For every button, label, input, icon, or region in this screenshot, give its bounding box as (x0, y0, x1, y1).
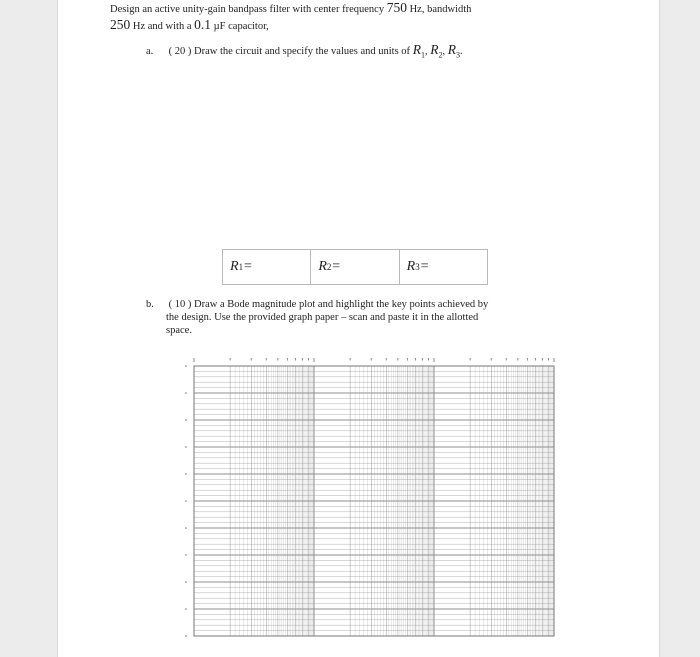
question-a-text: Draw the circuit and specify the values and units of (194, 46, 411, 57)
r1-cell[interactable]: R 1 = (223, 250, 311, 284)
column-tick-mark (517, 358, 518, 361)
question-a-marker: a. (146, 46, 154, 57)
row-tick-mark (185, 365, 187, 367)
intro-text-2: Hz, bandwidth (406, 4, 472, 15)
question-b-line-3: space. (166, 325, 192, 336)
column-tick-mark (230, 358, 231, 361)
column-tick-mark (415, 358, 416, 361)
row-tick-mark (185, 581, 187, 583)
column-tick-mark (428, 358, 429, 361)
row-tick-mark (185, 500, 187, 502)
resistor-r1-label: $R_1$ (412, 42, 425, 60)
column-tick-mark (542, 358, 543, 361)
column-tick-mark (266, 358, 267, 361)
resistor-values-table (222, 249, 488, 285)
intro-text-4: µF capacitor, (210, 21, 269, 32)
row-tick-mark (185, 473, 187, 475)
question-b-line-2: the design. Use the provided graph paper – scan and paste it in the allotted (166, 312, 479, 323)
column-tick-mark (491, 358, 492, 361)
r3-cell[interactable]: R 3 = (406, 259, 430, 274)
column-tick-mark (251, 358, 252, 361)
question-a-points: ( 20 ) (168, 46, 192, 57)
column-tick-mark (407, 358, 408, 361)
intro-text-3: Hz and with a (130, 21, 195, 32)
row-tick-mark (185, 554, 187, 556)
column-tick-mark (371, 358, 372, 361)
row-tick-mark (185, 527, 187, 529)
column-tick-mark (287, 358, 288, 361)
column-tick-mark (506, 358, 507, 361)
column-tick-mark (386, 358, 387, 361)
column-tick-mark (470, 358, 471, 361)
resistor-r2-label: $R_2$ (430, 42, 443, 60)
question-a: a. ( 20 ) Draw the circuit and specify the values and units of $R_1$, $R_2$, $R_3$. (146, 42, 463, 60)
center-frequency-value: 750 (386, 0, 407, 15)
column-tick-mark (308, 358, 309, 361)
column-tick-mark (277, 358, 278, 361)
problem-statement (110, 0, 530, 34)
column-tick-mark (554, 358, 555, 362)
row-tick-mark (185, 392, 187, 394)
r2-cell[interactable]: R 2 = (311, 250, 399, 284)
column-tick-mark (302, 358, 303, 361)
column-tick-mark (194, 358, 195, 362)
column-tick-mark (422, 358, 423, 361)
question-b-line-1: Draw a Bode magnitude plot and highlight the key points achieved by (194, 299, 489, 310)
intro-text-1: Design an active unity-gain bandpass filter with center frequency (110, 4, 385, 15)
column-tick-mark (527, 358, 528, 361)
column-tick-mark (535, 358, 536, 361)
column-tick-mark (434, 358, 435, 362)
semilog-graph-paper (134, 348, 556, 648)
column-tick-mark (295, 358, 296, 361)
column-tick-mark (314, 358, 315, 362)
capacitor-value: 0.1 (194, 17, 211, 32)
row-tick-mark (185, 635, 187, 637)
row-tick-mark (185, 419, 187, 421)
column-tick-mark (350, 358, 351, 361)
column-tick-mark (397, 358, 398, 361)
question-b (146, 298, 566, 337)
resistor-r3-label: $R_3$ (447, 42, 460, 60)
question-b-points: ( 10 ) (168, 299, 192, 310)
bandwidth-value: 250 (110, 17, 131, 32)
row-tick-mark (185, 446, 187, 448)
row-tick-mark (185, 608, 187, 610)
question-b-marker: b. (146, 299, 154, 310)
column-tick-mark (548, 358, 549, 361)
